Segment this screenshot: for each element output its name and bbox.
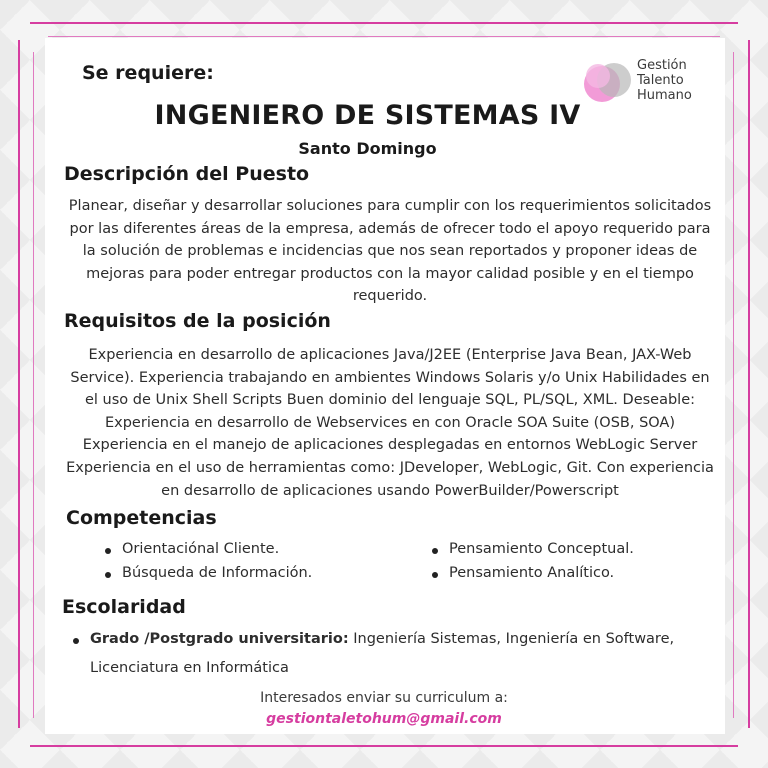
competency-item: Pensamiento Conceptual. [449,541,634,557]
competency-item: Orientaciónal Cliente. [122,541,280,557]
requirements-line: Experiencia en el manejo de aplicaciones desplegadas en entornos WebLogic Server [82,437,698,454]
frame-bottom-line [30,745,738,747]
frame-inner-top-line [48,36,720,37]
contact-email-link[interactable]: gestiontaletohum@gmail.com [266,711,502,727]
job-title: INGENIERO DE SISTEMAS IV [154,100,581,131]
requirements-line: el uso de Unix Shell Scripts Buen dominio del lenguaje SQL, PL/SQL, XML. Deseable: [84,392,696,409]
requirements-line: Experiencia en desarrollo de aplicaciones Java/J2EE (Enterprise Java Bean, JAX-Web [88,347,692,363]
frame-top-line [30,22,738,24]
description-line: Planear, diseñar y desarrollar soluciones para cumplir con los requerimientos solicitados [68,198,712,214]
competency-item: Pensamiento Analítico. [449,565,615,581]
competency-item: Búsqueda de Información. [122,565,313,581]
intro-label: Se requiere: [82,62,214,84]
job-location: Santo Domingo [298,139,437,158]
frame-right-line [748,40,750,728]
logo-line-3: Humano [637,88,692,103]
education-label: Grado /Postgrado universitario: [90,631,349,647]
requirements-line: Experiencia en el uso de herramientas como: JDeveloper, WebLogic, Git. Con experiencia [66,459,714,476]
requirements-text [45,344,735,502]
description-text [45,195,735,308]
description-line: mejoras para poder entregar productos con la mayor calidad posible y en el tiempo [86,265,694,282]
description-line: por las diferentes áreas de la empresa, además de ofrecer todo el apoyo requerido para [69,220,711,237]
footer-label: Interesados enviar su curriculum a: [260,690,508,706]
logo-line-1: Gestión [637,58,687,73]
education-heading: Escolaridad [62,596,186,618]
education-item [90,631,674,647]
description-line: la solución de problemas e incidencias que nos sean reportados y proponer ideas de [82,243,698,260]
logo-line-2: Talento [637,73,684,88]
education-value-continued: Licenciatura en Informática [90,660,289,676]
description-line: requerido. [352,288,428,305]
requirements-heading: Requisitos de la posición [64,310,331,332]
competencies-heading: Competencias [66,507,217,529]
requirements-line: Experiencia en desarrollo de Webservices en con Oracle SOA Suite (OSB, SOA) [104,414,676,431]
description-heading: Descripción del Puesto [64,163,310,185]
requirements-line: en desarrollo de aplicaciones usando PowerBuilder/Powerscript [161,482,619,499]
logo-text [637,58,692,103]
education-value: Ingeniería Sistemas, Ingeniería en Software, [353,631,675,647]
requirements-line: Service). Experiencia trabajando en ambientes Windows Solaris y/o Unix Habilidades en [70,369,710,386]
